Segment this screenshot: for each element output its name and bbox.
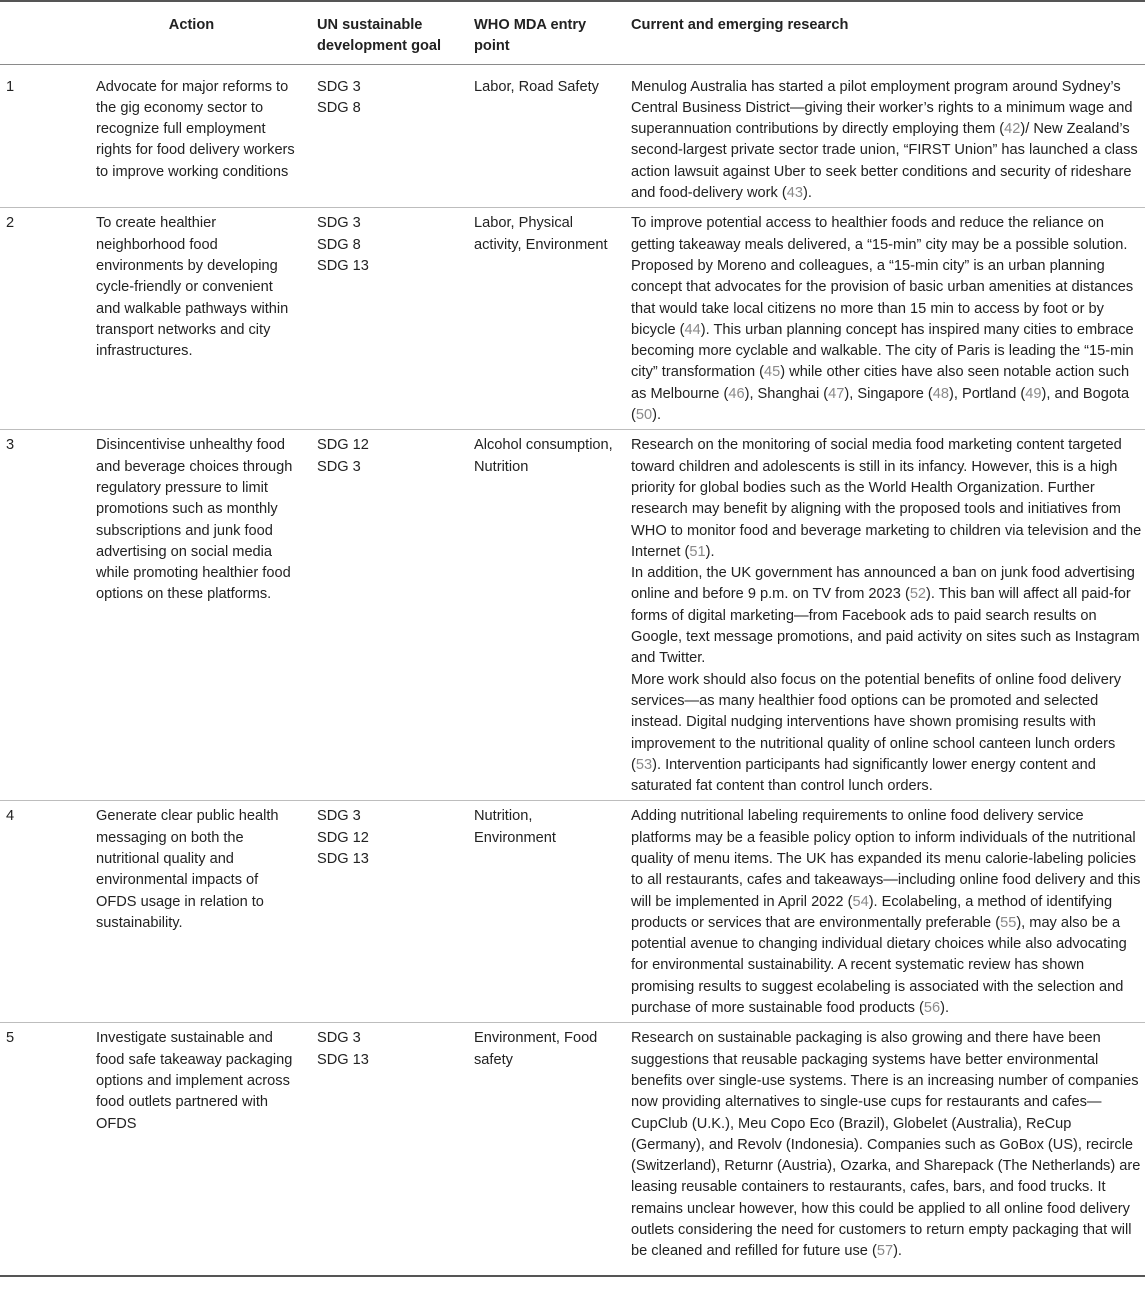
reference-link[interactable]: 53	[635, 756, 653, 773]
research-text: ), may also be a potential avenue to changing individual dietary choices while also advocating for environmental sustainability. A recent systematic review has shown promising results to suggest ecolabeling is associated with the selection and purchase of more sustainable food products (	[631, 914, 1127, 1017]
reference-link[interactable]: 43	[786, 185, 803, 202]
research-text: Research on the monitoring of social media food marketing content targeted toward children and adolescents is still in its infancy. However, this is a high priority for global bodies such as the World Health Organization. Further research may benefit by aligning with the proposed tools and initiatives from WHO to monitor food and beverage marketing to children via television and the Internet (	[631, 437, 1142, 560]
research-text: ), Singapore (	[844, 385, 933, 402]
reference-link[interactable]: 55	[1000, 914, 1017, 931]
action-cell: Disincentivise unhealthy food and beverage choices through regulatory pressure to limit promotions such as monthly subscriptions and junk food advertising on social media while promoting healthier food options on these platforms.	[96, 430, 317, 801]
sdg-cell	[317, 801, 474, 1023]
research-text: In addition, the UK government has announced a ban on junk food advertising online and before 9 p.m. on TV from 2023 (	[631, 565, 1135, 603]
research-text: Adding nutritional labeling requirements to online food delivery service platforms may be a feasible policy option to inform individuals of the nutritional quality of menu items. The UK has expanded its menu calorie-labeling policies to all restaurants, cafes and takeaways—including online food delivery and this will be implemented in April 2022 (	[631, 808, 1141, 910]
action-cell: Investigate sustainable and food safe takeaway packaging options and implement across food outlets partnered with OFDS	[96, 1023, 317, 1276]
reference-link[interactable]: 56	[923, 1000, 941, 1017]
research-text: ), Shanghai (	[744, 385, 829, 402]
reference-link[interactable]: 46	[728, 385, 745, 402]
research-cell	[631, 430, 1145, 801]
reference-link[interactable]: 51	[689, 543, 706, 560]
mda-cell: Labor, Physical activity, Environment	[474, 208, 631, 430]
research-text: ).	[940, 1000, 950, 1017]
table-row	[0, 801, 1145, 1023]
sdg-item: SDG 13	[317, 1051, 369, 1068]
action-cell: To create healthier neighborhood food environments by developing cycle-friendly or convenient and walkable pathways within transport networks and city infrastructures.	[96, 208, 317, 430]
mda-cell: Labor, Road Safety	[474, 78, 599, 95]
reference-link[interactable]: 47	[828, 385, 845, 402]
mda-cell: Environment, Food safety	[474, 1023, 631, 1276]
research-text: ).	[652, 407, 662, 424]
header-sdg: UN sustainable development goal	[317, 1, 474, 64]
reference-link[interactable]: 48	[932, 385, 950, 402]
research-text: ).	[705, 543, 715, 560]
research-cell	[631, 801, 1145, 1023]
header-research: Current and emerging research	[631, 1, 1145, 64]
table-row	[0, 208, 1145, 430]
research-text: ) while other cities have also seen notable action such as Melbourne (	[631, 364, 1130, 402]
sdg-item: SDG 13	[317, 850, 369, 867]
action-cell: Advocate for major reforms to the gig economy sector to recognize full employment rights for food delivery workers to improve working conditions	[96, 78, 295, 180]
row-number: 5	[0, 1023, 96, 1276]
sdg-cell	[317, 208, 474, 430]
research-cell	[631, 1023, 1145, 1276]
research-text: ).	[893, 1243, 902, 1260]
sdg-item: SDG 12	[317, 437, 369, 454]
research-text: ).	[802, 185, 812, 202]
sdg-item: SDG 3	[317, 1030, 361, 1047]
reference-link[interactable]: 44	[684, 321, 701, 338]
sdg-item: SDG 3	[317, 458, 361, 475]
research-text: Menulog Australia has started a pilot employment program around Sydney’s Central Business District—giving their worker’s rights to a minimum wage and superannuation contributions by directly employing them (	[631, 78, 1133, 138]
sdg-cell	[317, 64, 474, 208]
sdg-item: SDG 13	[317, 257, 369, 274]
research-text: ). Intervention participants had significantly lower energy content and saturated fat content than control lunch orders.	[631, 756, 1096, 795]
table-body	[0, 64, 1145, 1276]
sdg-cell	[317, 1023, 474, 1276]
research-cell	[631, 64, 1145, 208]
table-row	[0, 430, 1145, 801]
research-text: ). Ecolabeling, a method of identifying products or services that are environmentally preferable (	[631, 893, 1113, 931]
mda-cell: Nutrition, Environment	[474, 801, 631, 1023]
research-cell	[631, 208, 1145, 430]
sdg-item: SDG 8	[317, 236, 361, 253]
reference-link[interactable]: 45	[764, 364, 781, 381]
header-action: Action	[96, 1, 317, 64]
research-text: Research on sustainable packaging is also growing and there have been suggestions that reusable packaging systems have better environmental benefits over single-use systems. There is an increasing number of companies now providing alternatives to single-use cups for restaurants and cafes—CupClub (U.K.), Meu Copo Eco (Brazil), Globelet (Australia), ReCup (Germany), and Revolv (Indonesia). Companies such as GoBox (US), recircle (Switzerland), Returnr (Austria), Ozarka, and Sharepack (The Netherlands) are leasing reusable containers to restaurants, cafes, bars, and food trucks. It remains unclear however, how this could be applied to all online food delivery outlets considering the need for customers to return empty packaging that will be cleaned and refilled for future use (	[631, 1030, 1141, 1260]
reference-link[interactable]: 49	[1025, 385, 1042, 402]
research-text: To improve potential access to healthier foods and reduce the reliance on getting takeaway meals delivered, a “15-min” city may be a possible solution. Proposed by Moreno and colleagues, a “15-min city” is an urban planning concept that advocates for the provision of basic urban amenities at distances that would take local citizens no more than 15 min to access by foot or by bicycle (	[631, 215, 1134, 338]
row-number: 4	[0, 801, 96, 1023]
research-text: ), Portland (	[949, 385, 1026, 402]
row-number: 3	[0, 430, 96, 801]
sdg-item: SDG 3	[317, 808, 361, 825]
reference-link[interactable]: 54	[852, 893, 869, 910]
sdg-item: SDG 3	[317, 78, 361, 95]
header-number	[0, 1, 96, 64]
reference-link[interactable]: 42	[1004, 121, 1021, 138]
sdg-item: SDG 12	[317, 829, 369, 846]
header-row	[0, 1, 1145, 64]
header-mda: WHO MDA entry point	[474, 1, 631, 64]
reference-link[interactable]: 50	[635, 407, 653, 424]
reference-link[interactable]: 52	[909, 586, 927, 603]
research-text: ). This urban planning concept has inspired many cities to embrace becoming more cyclable and walkable. The city of Paris is leading the “15-min city” transformation (	[631, 321, 1134, 381]
table-row	[0, 1023, 1145, 1276]
mda-cell: Alcohol consumption, Nutrition	[474, 430, 631, 801]
reference-link[interactable]: 57	[876, 1243, 894, 1260]
research-text: More work should also focus on the potential benefits of online food delivery services—as many healthier food options can be promoted and selected instead. Digital nudging interventions have shown promising results with improvement to the nutritional quality of online school canteen lunch orders (	[631, 671, 1121, 773]
action-cell: Generate clear public health messaging on both the nutritional quality and environmental impacts of OFDS usage in relation to sustainability.	[96, 801, 317, 1023]
row-number: 2	[0, 208, 96, 430]
research-text: )/ New Zealand’s second-largest private sector trade union, “FIRST Union” has launched a class action lawsuit against Uber to seek better conditions and security of rideshare and food-delivery work (	[631, 121, 1138, 202]
research-text: ), and Bogota (	[631, 385, 1130, 424]
research-text: ). This ban will affect all paid-for forms of digital marketing—from Facebook ads to paid search results on Google, text message promotions, and paid activity on sites such as Instagram and Twitter.	[631, 586, 1140, 667]
row-number: 1	[6, 78, 15, 95]
sdg-cell	[317, 430, 474, 801]
table-row	[0, 64, 1145, 208]
sdg-item: SDG 3	[317, 215, 361, 232]
sdg-item: SDG 8	[317, 99, 361, 116]
